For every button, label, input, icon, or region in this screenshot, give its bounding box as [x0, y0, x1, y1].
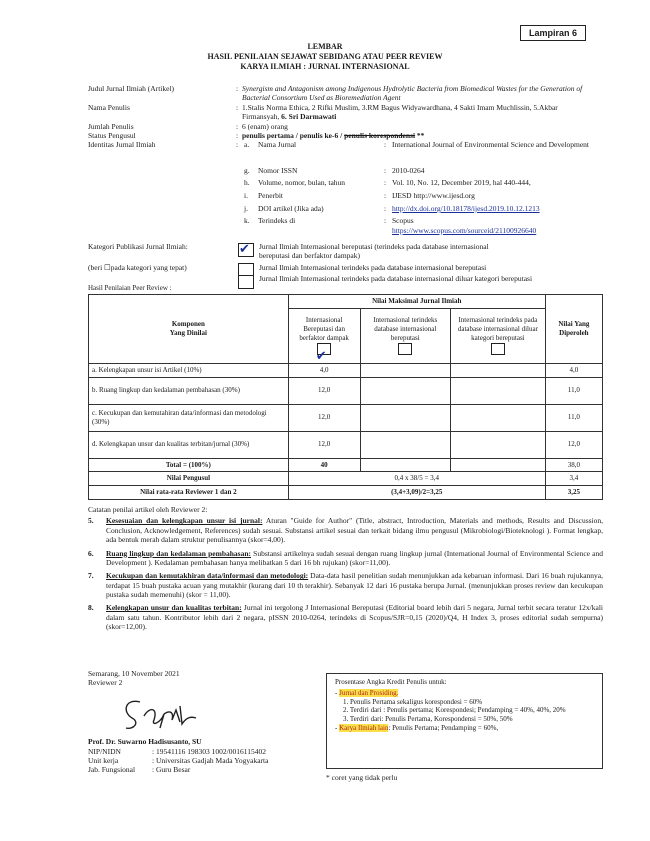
box-heading-1: - Jurnal dan Prosiding.	[335, 688, 399, 697]
nip-value: : 19541116 198303 1002/0016115402	[152, 747, 266, 756]
col3-checkbox[interactable]	[491, 343, 505, 355]
item-label: Nama Jurnal	[258, 140, 297, 149]
nilai-diperoleh-header: Nilai Yang Diperoleh	[545, 295, 602, 364]
jabatan-value: : Guru Besar	[152, 765, 191, 774]
total-row: Total = (100%) 40 38,0	[89, 458, 603, 472]
item-value: International Journal of Environmental Science and Development	[392, 140, 590, 149]
kategori-label: Kategori Publikasi Jurnal Ilmiah:	[88, 242, 188, 251]
header-line2: HASIL PENILAIAN SEJAWAT SEBIDANG ATAU PEER REVIEW	[207, 52, 443, 61]
item-value: 2010-0264	[392, 166, 425, 175]
angka-kredit-box	[326, 673, 603, 769]
item-value: Scopus	[392, 216, 414, 225]
box-heading-2: - Karya Ilmiah lain: Penulis Pertama; Pendamping = 60%,	[335, 723, 499, 732]
note-item: 7. Kecukupan dan kemutakhiran data/informasi dan metodologi: Data-data hasil penelitian sudah menunjukkan ada kebaruan informasi. Dari 16 buah rujukannya, terdapat 15 buah pustaka acuan yang mutakhir (kurang dari 10 th terakhir). Sebanyak 12 dari 16 pustaka berupa Jurnal. (menunjukkan proses review dan kecukupan pustaka sudah memenuhi) (skor = 11,00).	[88, 571, 603, 599]
header-line3: KARYA ILMIAH : JURNAL INTERNASIONAL	[240, 62, 410, 71]
item-letter: a.	[244, 140, 250, 149]
item-letter: j.	[244, 204, 248, 213]
place-date: Semarang, 10 November 2021	[88, 669, 180, 678]
item-label: Penerbit	[258, 191, 283, 200]
kategori-option-3: Jurnal Ilmiah Internasional terindeks pada database internasional diluar kategori bereputasi	[259, 274, 533, 283]
lampiran-label: Lampiran 6	[520, 25, 586, 41]
scopus-link[interactable]: https://www.scopus.com/sourceid/21100926640	[392, 226, 537, 235]
unit-label: Unit kerja	[88, 756, 119, 765]
item-label: Terindeks di	[258, 216, 296, 225]
col-bereputasi: Internasional terindeks database internasional bereputasi	[360, 308, 451, 363]
publisher-link[interactable]: IJESD http://www.ijesd.org	[392, 191, 475, 200]
reviewer-name: Prof. Dr. Suwarno Hadisusanto, SU	[88, 737, 202, 746]
komponen-header: Komponen Yang Dinilai	[89, 295, 289, 364]
checkmark-icon: ✔	[239, 242, 250, 257]
unit-value: : Universitas Gadjah Mada Yogyakarta	[152, 756, 269, 765]
note-item: 6. Ruang lingkup dan kedalaman pembahasan: Substansi artikelnya sudah sesuai dengan ruang lingkup jurnal (International Journal of Environmental Science and Development ). Kedalaman pembahasan hanya melibatkan 5 dari 16 bh rujukan) (skor=11,00).	[88, 548, 603, 567]
col2-checkbox[interactable]	[398, 343, 412, 355]
status-label: Status Pengusul	[88, 131, 136, 140]
footnote: * coret yang tidak perlu	[326, 773, 398, 782]
item-letter: g.	[244, 166, 250, 175]
checkmark-icon: ✔	[315, 348, 327, 364]
table-row: b. Ruang lingkup dan kedalaman pembahasan (30%) 12,0 11,0	[89, 377, 603, 404]
penulis-value: 1.Stalis Norma Ethica, 2 Rifki Muslim, 3.RM Bagus Widyawardhana, 4 Sakti Imam Muchlissin, 5.Akbar Firmansyah, 6. Sri Darmawati	[242, 103, 558, 122]
kategori-option-2: Jurnal Ilmiah Internasional terindeks pada database internasional bereputasi	[259, 263, 487, 272]
penulis-label: Nama Penulis	[88, 103, 130, 112]
nilai-maks-header: Nilai Maksimal Jurnal Ilmiah	[288, 295, 545, 309]
table-row: a. Kelengkapan unsur isi Artikel (10%) 4,0 4,0	[89, 363, 603, 377]
item-label: Volume, nomor, bulan, tahun	[258, 178, 346, 187]
judul-value: Synergism and Antagonism among Indigenous Hydrolytic Bacteria from Biomedical Wastes for the Generation of Bacterial Consortium Used as Bioremediation Agent	[242, 84, 583, 103]
item-letter: h.	[244, 178, 250, 187]
identitas-label: Identitas Jurnal Ilmiah	[88, 140, 156, 149]
col-diluar-kategori: Internasional terindeks pada database internasional diluar kategori bereputasi	[451, 308, 546, 363]
jumlah-value: 6 (enam) orang	[242, 122, 288, 131]
table-row: c. Kecukupan dan kemutahiran data/informasi dan metodologi (30%) 12,0 11,0	[89, 404, 603, 431]
box-line: 2. Terdiri dari : Penulis pertama; Korespondesi; Pendamping = 40%, 40%, 20%	[343, 706, 566, 715]
note-item: 8. Kelengkapan unsur dan kualitas terbitan: Jurnal ini tergolong J Internasional Bereputasi (Editorial board lebih dari 5 negara, Jurnal terbit secara teratur 12x/kali dalam satu tahun. Kontributor lebih dari 2 negara, pISSN 2010-0264, terindeks di Scopus/SJR=0,15 (2020)/Q4, H Index 3, proses editorial sudah sempurna) (skor=12,00).	[88, 603, 604, 632]
reviewer-label: Reviewer 2	[88, 678, 123, 687]
table-row: d. Kelengkapan unsur dan kualitas terbitan/jurnal (30%) 12,0 12,0	[89, 431, 603, 458]
score-table	[88, 294, 603, 500]
rata-row: Nilai rata-rata Reviewer 1 dan 2 (3,4+3,09)/2=3,25 3,25	[89, 486, 603, 500]
item-label: Nomor ISSN	[258, 166, 298, 175]
hasil-label: Hasil Penilaian Peer Review :	[88, 284, 172, 292]
box-line: 1. Penulis Pertama sekaligus korespondesi = 60%	[343, 697, 483, 706]
nip-label: NIP/NIDN	[88, 747, 121, 756]
judul-label: Judul Jurnal Ilmiah (Artikel)	[88, 84, 175, 93]
kategori-hint: (beri ☐pada kategori yang tepat)	[88, 263, 187, 272]
note-item: 5. Kesesuaian dan kelengkapan unsur isi jurnal: Aturan "Guide for Author" (Title, abstract, Introduction, Materials and methods, Results and Discussion, Conclusion, Acknowledgement, References) sudah sesuai. Substansi artikel sesuai dan terkait bidang ilmu pengusul (Mikrobiologi/Bioteknologi ). Format lengkap, ada bentuk merah dalam struktur penulisannya (skor=4,00).	[88, 516, 604, 545]
jumlah-label: Jumlah Penulis	[88, 122, 134, 131]
doi-link[interactable]: http://dx.doi.org/10.18178/ijesd.2019.10.12.1213	[392, 204, 540, 213]
status-value: penulis pertama / penulis ke-6 / penulis korespondensi **	[242, 131, 425, 140]
pengusul-row: Nilai Pengusul 0,4 x 38/5 = 3,4 3,4	[89, 472, 603, 486]
header-line1: LEMBAR	[307, 42, 343, 51]
item-value: Vol. 10, No. 12, December 2019, hal 440-444,	[392, 178, 531, 187]
kategori-checkbox-3[interactable]	[238, 275, 254, 289]
item-letter: i.	[244, 191, 248, 200]
box-line: 3. Terdiri dari: Penulis Pertama, Korespondensi = 50%, 50%	[343, 715, 513, 723]
kategori-option-1: Jurnal Ilmiah Internasional bereputasi (terindeks pada database internasional bereputasi dan berfaktor dampak)	[259, 242, 489, 261]
notes-title: Catatan penilai artikel oleh Reviewer 2:	[88, 505, 208, 514]
reviewer-notes	[88, 505, 603, 636]
jabatan-label: Jab. Fungsional	[88, 765, 136, 774]
col-bereputasi-dampak: Internasional Bereputasi dan berfaktor dampak ✔	[288, 308, 360, 363]
signature-image	[120, 694, 210, 736]
box-title: Prosentase Angka Kredit Penulis untuk:	[335, 678, 447, 686]
item-letter: k.	[244, 216, 250, 225]
item-label: DOI artikel (Jika ada)	[258, 204, 324, 213]
